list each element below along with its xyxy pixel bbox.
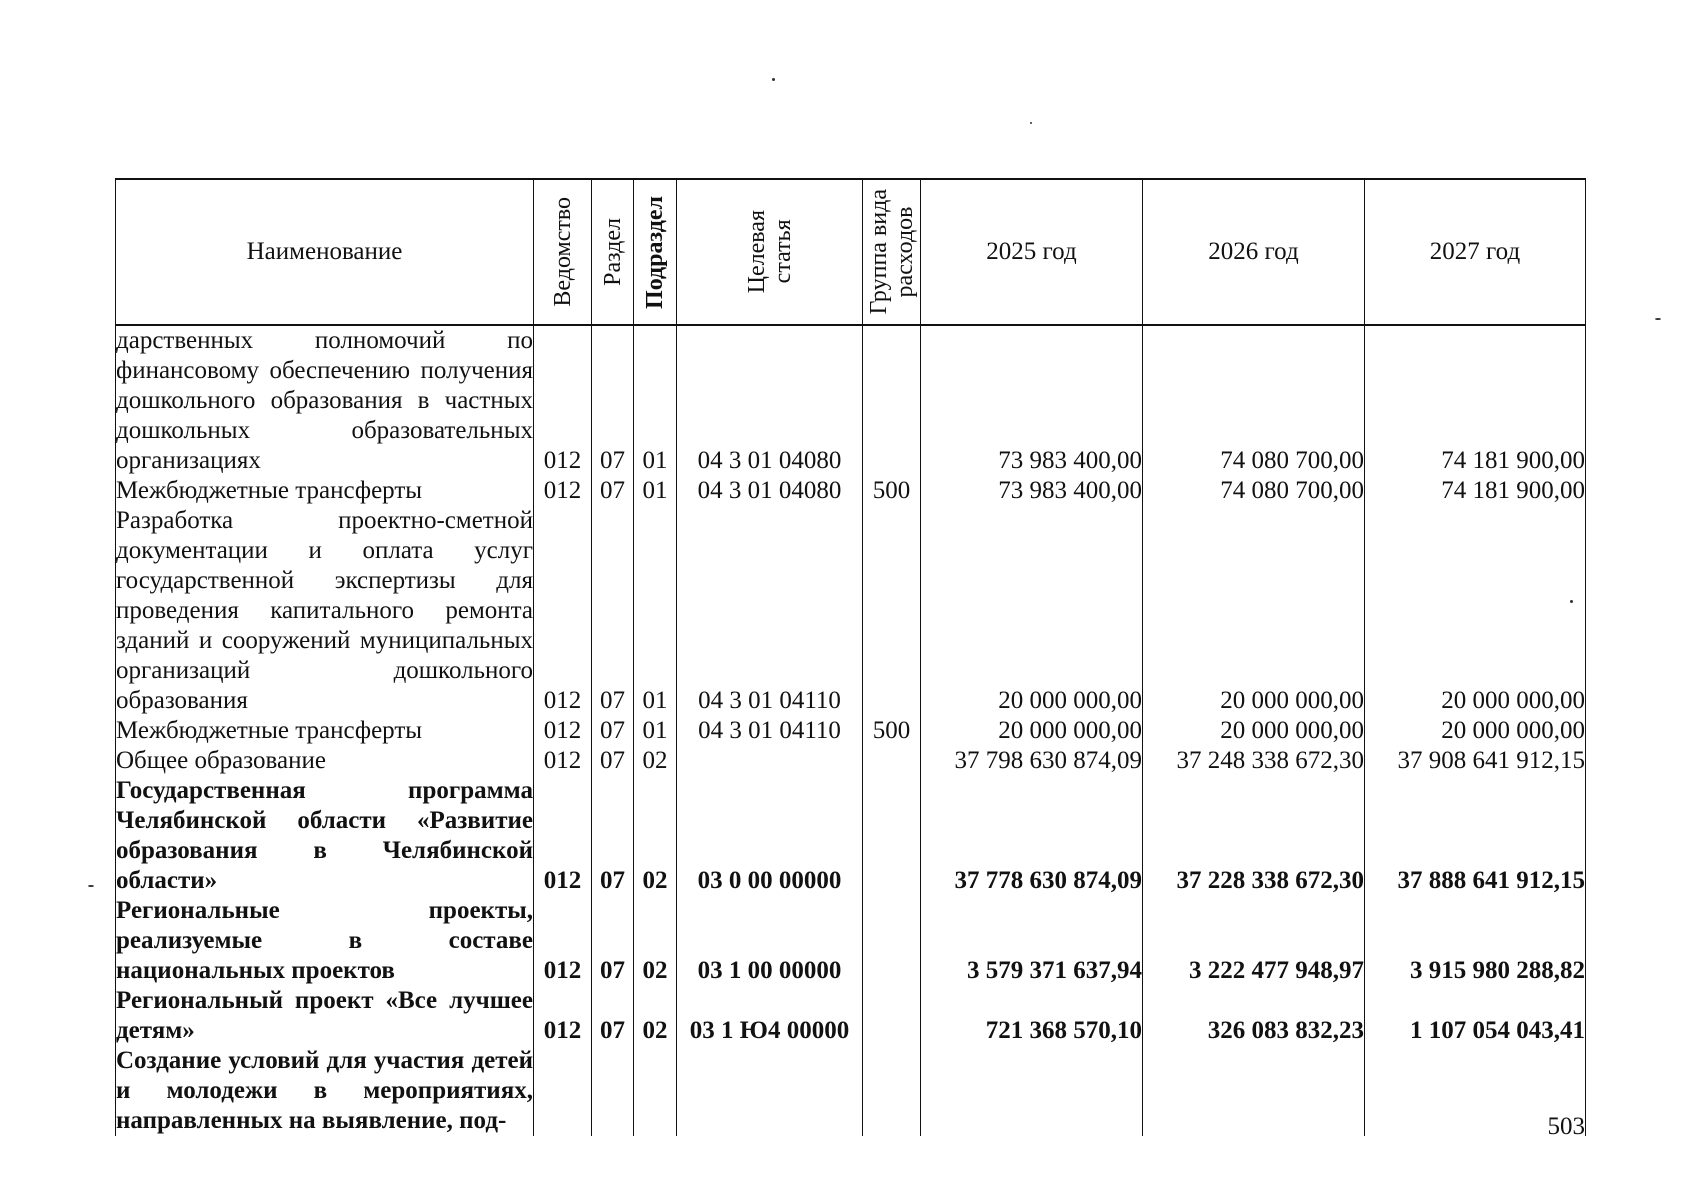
cell-target-item: 04 3 01 04110 — [677, 506, 863, 716]
cell-2027: 74 181 900,00 — [1365, 325, 1586, 476]
header-name: Наименование — [116, 179, 534, 325]
header-expense-group: Группа вида расходов — [863, 179, 921, 325]
header-target-item: Целевая статья — [677, 179, 863, 325]
cell-section: 07 — [592, 896, 634, 986]
cell-2025: 73 983 400,00 — [921, 476, 1143, 506]
cell-2026: 37 228 338 672,30 — [1143, 776, 1365, 896]
cell-2026: 326 083 832,23 — [1143, 986, 1365, 1046]
table-row — [116, 476, 1586, 506]
cell-department — [534, 1046, 592, 1136]
cell-target-item: 03 1 00 00000 — [677, 896, 863, 986]
cell-2026: 20 000 000,00 — [1143, 716, 1365, 746]
cell-section: 07 — [592, 506, 634, 716]
cell-target-item: 04 3 01 04080 — [677, 325, 863, 476]
cell-name: Региональный проект «Все лучшее детям» — [116, 987, 533, 1044]
cell-name: Региональные проекты, реализуемые в составе национальных проектов — [116, 897, 533, 984]
cell-department: 012 — [534, 896, 592, 986]
cell-2025: 20 000 000,00 — [921, 716, 1143, 746]
cell-section: 07 — [592, 476, 634, 506]
table-row — [116, 325, 1586, 476]
cell-department: 012 — [534, 506, 592, 716]
scan-speck — [88, 885, 94, 887]
cell-target-item — [677, 1046, 863, 1136]
cell-2026 — [1143, 1046, 1365, 1136]
cell-name: Межбюджетные трансферты — [116, 716, 534, 746]
cell-2025: 721 368 570,10 — [921, 986, 1143, 1046]
scan-speck — [772, 78, 775, 81]
cell-target-item: 04 3 01 04080 — [677, 476, 863, 506]
cell-target-item: 03 0 00 00000 — [677, 776, 863, 896]
scan-speck — [1030, 122, 1032, 124]
cell-target-item — [677, 746, 863, 776]
cell-expense-group: 500 — [863, 476, 921, 506]
cell-2026: 3 222 477 948,97 — [1143, 896, 1365, 986]
cell-expense-group — [863, 746, 921, 776]
cell-section: 07 — [592, 716, 634, 746]
cell-target-item: 04 3 01 04110 — [677, 716, 863, 746]
cell-subsection — [634, 1046, 677, 1136]
cell-target-item: 03 1 Ю4 00000 — [677, 986, 863, 1046]
cell-subsection: 01 — [634, 506, 677, 716]
cell-department: 012 — [534, 476, 592, 506]
cell-expense-group: 500 — [863, 716, 921, 746]
cell-section: 07 — [592, 986, 634, 1046]
cell-subsection: 01 — [634, 476, 677, 506]
scan-speck — [1655, 318, 1661, 320]
cell-subsection: 01 — [634, 325, 677, 476]
header-subsection: Подраздел — [634, 179, 677, 325]
header-2026: 2026 год — [1143, 179, 1365, 325]
cell-expense-group — [863, 506, 921, 716]
cell-subsection: 02 — [634, 746, 677, 776]
cell-2025: 20 000 000,00 — [921, 506, 1143, 716]
table-header-row — [116, 179, 1586, 325]
header-department: Ведомство — [534, 179, 592, 325]
table-row — [116, 746, 1586, 776]
table-row — [116, 1046, 1586, 1136]
cell-department: 012 — [534, 746, 592, 776]
cell-expense-group — [863, 896, 921, 986]
cell-2025: 73 983 400,00 — [921, 325, 1143, 476]
header-2025: 2025 год — [921, 179, 1143, 325]
cell-subsection: 02 — [634, 776, 677, 896]
cell-2027: 74 181 900,00 — [1365, 476, 1586, 506]
cell-2025 — [921, 1046, 1143, 1136]
cell-department: 012 — [534, 325, 592, 476]
cell-subsection: 02 — [634, 986, 677, 1046]
cell-expense-group — [863, 325, 921, 476]
cell-name: Общее образование — [116, 746, 534, 776]
cell-section — [592, 1046, 634, 1136]
cell-department: 012 — [534, 986, 592, 1046]
cell-2027: 37 908 641 912,15 — [1365, 746, 1586, 776]
cell-section: 07 — [592, 325, 634, 476]
cell-2026: 74 080 700,00 — [1143, 325, 1365, 476]
cell-2027: 20 000 000,00 — [1365, 506, 1586, 716]
cell-subsection: 02 — [634, 896, 677, 986]
cell-department: 012 — [534, 716, 592, 746]
cell-2025: 37 798 630 874,09 — [921, 746, 1143, 776]
cell-2027: 20 000 000,00 — [1365, 716, 1586, 746]
cell-expense-group — [863, 1046, 921, 1136]
cell-name: Создание условий для участия детей и молодежи в мероприятиях, направленных на выявление, под- — [116, 1047, 533, 1134]
cell-2027: 3 915 980 288,82 — [1365, 896, 1586, 986]
cell-2027: 1 107 054 043,41 — [1365, 986, 1586, 1046]
table-row — [116, 986, 1586, 1046]
table-row — [116, 506, 1586, 716]
cell-2026: 37 248 338 672,30 — [1143, 746, 1365, 776]
cell-section: 07 — [592, 746, 634, 776]
cell-department: 012 — [534, 776, 592, 896]
cell-name: Межбюджетные трансферты — [116, 476, 534, 506]
cell-name: дарственных полномочий по финансовому обеспечению получения дошкольного образования в частных дошкольных образовательных организациях — [116, 327, 533, 474]
header-section: Раздел — [592, 179, 634, 325]
cell-2026: 20 000 000,00 — [1143, 506, 1365, 716]
table-body — [116, 325, 1586, 1136]
cell-expense-group — [863, 986, 921, 1046]
cell-name: Государственная программа Челябинской области «Развитие образования в Челябинской области» — [116, 777, 533, 894]
cell-2027: 37 888 641 912,15 — [1365, 776, 1586, 896]
cell-2026: 74 080 700,00 — [1143, 476, 1365, 506]
cell-2025: 3 579 371 637,94 — [921, 896, 1143, 986]
cell-section: 07 — [592, 776, 634, 896]
cell-expense-group — [863, 776, 921, 896]
cell-2025: 37 778 630 874,09 — [921, 776, 1143, 896]
table-row — [116, 896, 1586, 986]
cell-name: Разработка проектно-сметной документации и оплата услуг государственной экспертизы для проведения капитального ремонта зданий и сооружений муниципальных организаций дошкольного образования — [116, 507, 533, 714]
cell-subsection: 01 — [634, 716, 677, 746]
header-2027: 2027 год — [1365, 179, 1586, 325]
table-row — [116, 776, 1586, 896]
page-number: 503 — [1547, 1113, 1585, 1140]
table-row — [116, 716, 1586, 746]
budget-table — [115, 178, 1586, 1136]
